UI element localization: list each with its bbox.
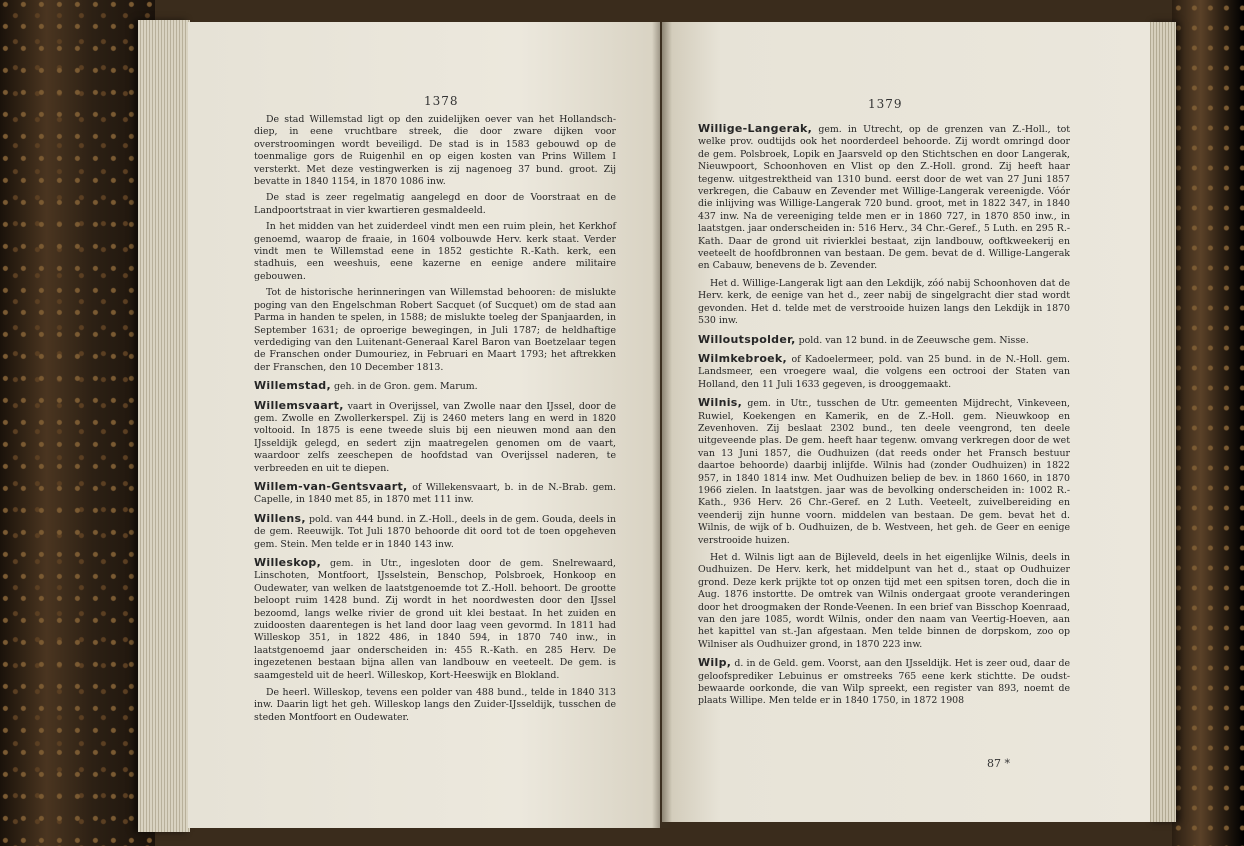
entry-headword: Willige-Langerak, [698, 122, 813, 135]
paragraph: De stad is zeer regelmatig aangelegd en door de Voorstraat en de Landpoortstraat in vier kwartieren gesmaldeeld. [254, 192, 616, 216]
entry [698, 353, 1070, 391]
entry-text: vaart in Overijssel, van Zwolle naar den IJssel, door de gem. Zwolle en Zwollerkerspel. Zij is 2460 meters lang en werd in 1820 voltooid. In 1875 is eene tweede sluis bij een nieuwen mond aan den IJsseldijk gelegd, en sedert zijn maatregelen genomen om de vaart, waardoor zelfs zeeschepen de hoofdstad van Overijssel naderen, te verbreeden en uit te diepen. [254, 400, 617, 474]
entry [254, 481, 616, 507]
entry-headword: Wilnis, [698, 396, 743, 410]
paragraph: Het d. Wilnis ligt aan de Bijleveld, deels in het eigenlijke Wilnis, deels in Oudhuizen. De Herv. kerk, het middelpunt van het d., staat op Oudhuizer grond. Deze kerk prijkte tot op onzen tijd met een spitsen toren, doch die in Aug. 1876 instortte. De omtrek van Wilnis ondergaat groote veranderingen door het droogmaken der Ronde-Veenen. In een brief van Bisschop Koenraad, van den jare 1085, wordt Wilnis, onder den naam van Veertig-Hoeven, aan het kapittel van st.-Jan afgestaan. Men telde binnen de dorpskom, zoo op Wilniser als Oudhuizer grond, in 1870 223 inw. [698, 552, 1070, 650]
paragraph: Tot de historische herinneringen van Willemstad behooren: de mislukte poging van den Engelschman Robert Sacquet (of Sucquet) om de stad aan Parma in handen te spelen, in 1588; de mislukte toeleg der Spanjaarden, in September 1631; de oproerige bewegingen, in Juli 1787; de heldhaftige verdediging van den Luitenant-Generaal Karel Baron van Boetzelaar tegen de Franschen onder Dumouriez, in Februari en Maart 1793; het aftrekken der Franschen, den 10 December 1813. [254, 287, 616, 373]
entry-headword: Willens, [254, 511, 306, 525]
entry-headword: Willemstad, [254, 379, 331, 393]
entry-text: of Kadoelermeer, pold. van 25 bund. in de N.-Holl. gem. Landsmeer, een vroegere waal, die volgens een octrooi der Staten van Holland, den 11 Juli 1633 gegeven, is drooggemaakt. [698, 353, 1070, 390]
entry [254, 557, 616, 682]
entry-text: gem. in Utr., tusschen de Utr. gemeenten Mijdrecht, Vinkeveen, Ruwiel, Koekengen en Kamerik, en de Z.-Holl. gem. Nieuwkoop en Zevenhoven. Zij beslaat 2302 bund., ten deele veengrond, ten deele uitgeveende plas. De gem. heeft haar tegenw. omvang verkregen door de wet van 13 Juni 1857, die Oudhuizen (dat reeds onder het Fransch bestuur daartoe behoorde) daarbij inlijfde. Wilnis had (zonder Oudhuizen) in 1822 957, in 1840 1814 inw. Met Oudhuizen beliep de bev. in 1860 1660, in 1870 1966 zielen. In laatstgen. jaar was de bevolking onderscheiden in: 1002 R.-Kath., 936 Herv. 26 Chr.-Geref. en 2 Luth. Veeteelt, zuivelbereiding en veenderij zijn hunne voorn. middelen van bestaan. De gem. bevat het d. Wilnis, de wijk of b. Oudhuizen, de b. Westveen, het geh. de Geer en eenige verstrooide huizen. [698, 398, 1070, 546]
page-number: 1379 [868, 97, 903, 111]
entry-text: pold. van 12 bund. in de Zeeuwsche gem. Nisse. [798, 334, 1029, 346]
paragraph: Het d. Willige-Langerak ligt aan den Lekdijk, zóó nabij Schoonhoven dat de Herv. kerk, de eenige van het d., zeer nabij de singelgracht dier stad wordt gevonden. Het d. telde met de verstrooide huizen langs den Lekdijk in 1870 530 inw. [698, 277, 1070, 327]
entry-text: of Willekensvaart, b. in de N.-Brab. gem. Capelle, in 1840 met 85, in 1870 met 111 inw. [254, 481, 617, 506]
paragraph: In het midden van het zuiderdeel vindt men een ruim plein, het Kerkhof genoemd, waarop de fraaie, in 1604 volbouwde Herv. kerk staat. Verder vindt men te Willemstad eene in 1852 gestichte R.-Kath. kerk, een stadhuis, een weeshuis, eene kazerne en eenige andere militaire gebouwen. [254, 221, 616, 282]
right-page [662, 22, 1150, 822]
book-cover-right [1172, 0, 1244, 846]
left-page-text [254, 114, 616, 728]
entry-text: geh. in de Gron. gem. Marum. [333, 381, 478, 393]
page-edges-right [1148, 22, 1176, 822]
entry [698, 334, 1070, 347]
page-edges-left [138, 20, 190, 832]
entry-text: gem. in Utr., ingesloten door de gem. Snelrewaard, Linschoten, Montfoort, IJsselstein, Benschop, Polsbroek, Honkoop en Oudewater, van welken de laatstgenoemde tot Z.-Holl. behoort. De grootte beloopt ruim 1428 bund. Zij wordt in het noordwesten door den IJssel bezoomd, langs welke rivier de grond uit klei bestaat. In het zuiden en zuidoosten daarentegen is het land door laag veen gevormd. In 1811 had Willeskop 351, in 1822 486, in 1840 594, in 1870 740 inw., in laatstgenoemd jaar onderscheiden in: 455 R.-Kath. en 285 Herv. De ingezetenen bestaan bijna allen van landbouw en veeteelt. De gem. is saamgesteld uit de heerl. Willeskop, Kort-Heeswijk en Blokland. [254, 558, 617, 681]
entry-headword: Willemsvaart, [254, 398, 344, 412]
book-cover-left [0, 0, 155, 846]
entry [698, 657, 1070, 708]
entry [254, 513, 616, 551]
entry-text: pold. van 444 bund. in Z.-Holl., deels in de gem. Gouda, deels in de gem. Reeuwijk. Tot Juli 1870 behoorde dit oord tot de toen opgeheven gem. Stein. Men telde er in 1840 143 inw. [254, 513, 617, 550]
entry [254, 400, 616, 475]
paragraph: De heerl. Willeskop, tevens een polder van 488 bund., telde in 1840 313 inw. Daarin ligt het geh. Willeskop langs den Zuider-IJsseldijk, tusschen de steden Montfoort en Oudewater. [254, 687, 616, 723]
entry-headword: Willeskop, [254, 556, 322, 569]
entry-headword: Wilp, [698, 656, 732, 670]
entry-headword: Willoutspolder, [698, 332, 796, 346]
entry-headword: Willem-van-Gentsvaart, [254, 479, 408, 493]
left-page [188, 22, 660, 828]
entry-headword: Wilmkebroek, [698, 351, 788, 365]
book-gutter [652, 22, 672, 828]
entry [698, 397, 1070, 547]
entry-text: gem. in Utrecht, op de grenzen van Z.-Holl., tot welke prov. oudtijds ook het noorderdeel behoorde. Zij wordt omringd door de gem. Polsbroek, Lopik en Jaarsveld op den Stichtschen en door Langerak, Nieuwpoort, Schoonhoven en Vlist op den Z.-Holl. grond. Zij heeft haar tegenw. uitgestrektheid van 1310 bund. eerst door de wet van 27 Juni 1857 verkregen, die Cabauw en Zevender met Willige-Langerak vereenigde. Vóór die inlijving was Willige-Langerak 720 bund. groot, met in 1822 347, in 1840 437 inw. Na de vereeniging telde men er in 1860 727, in 1870 850 inw., in laatstgen. jaar onderscheiden in: 516 Herv., 34 Chr.-Geref., 5 Luth. en 295 R.-Kath. Daar de grond uit rivierklei bestaat, zijn landbouw, ooftkweekerij en veeteelt de hoofdbronnen van bestaan. De gem. bevat de d. Willige-Langerak en Cabauw, benevens de b. Zevender. [698, 124, 1070, 272]
entry-text: d. in de Geld. gem. Voorst, aan den IJsseldijk. Het is zeer oud, daar de geloofsprediker Lebuinus er omstreeks 765 eene kerk stichtte. De oudst-bewaarde oorkonde, die van Wilp spreekt, een register van 893, noemt de plaats Willipe. Men telde er in 1840 1750, in 1872 1908 [698, 658, 1070, 707]
entry [698, 123, 1070, 273]
signature-mark: 87 * [987, 757, 1010, 770]
entry [254, 380, 616, 393]
right-page-text [698, 117, 1070, 713]
page-number: 1378 [424, 94, 459, 108]
paragraph: De stad Willemstad ligt op den zuidelijken oever van het Hollandsch-diep, in eene vruchtbare streek, die door zware dijken voor overstroomingen wordt beveiligd. De stad is in 1583 gebouwd op de toenmalige gors de Ruigenhil en op eigen kosten van Prins Willem I versterkt. Met deze vestingwerken is zij nagenoeg 37 bund. groot. Zij bevatte in 1840 1154, in 1870 1086 inw. [254, 114, 616, 188]
